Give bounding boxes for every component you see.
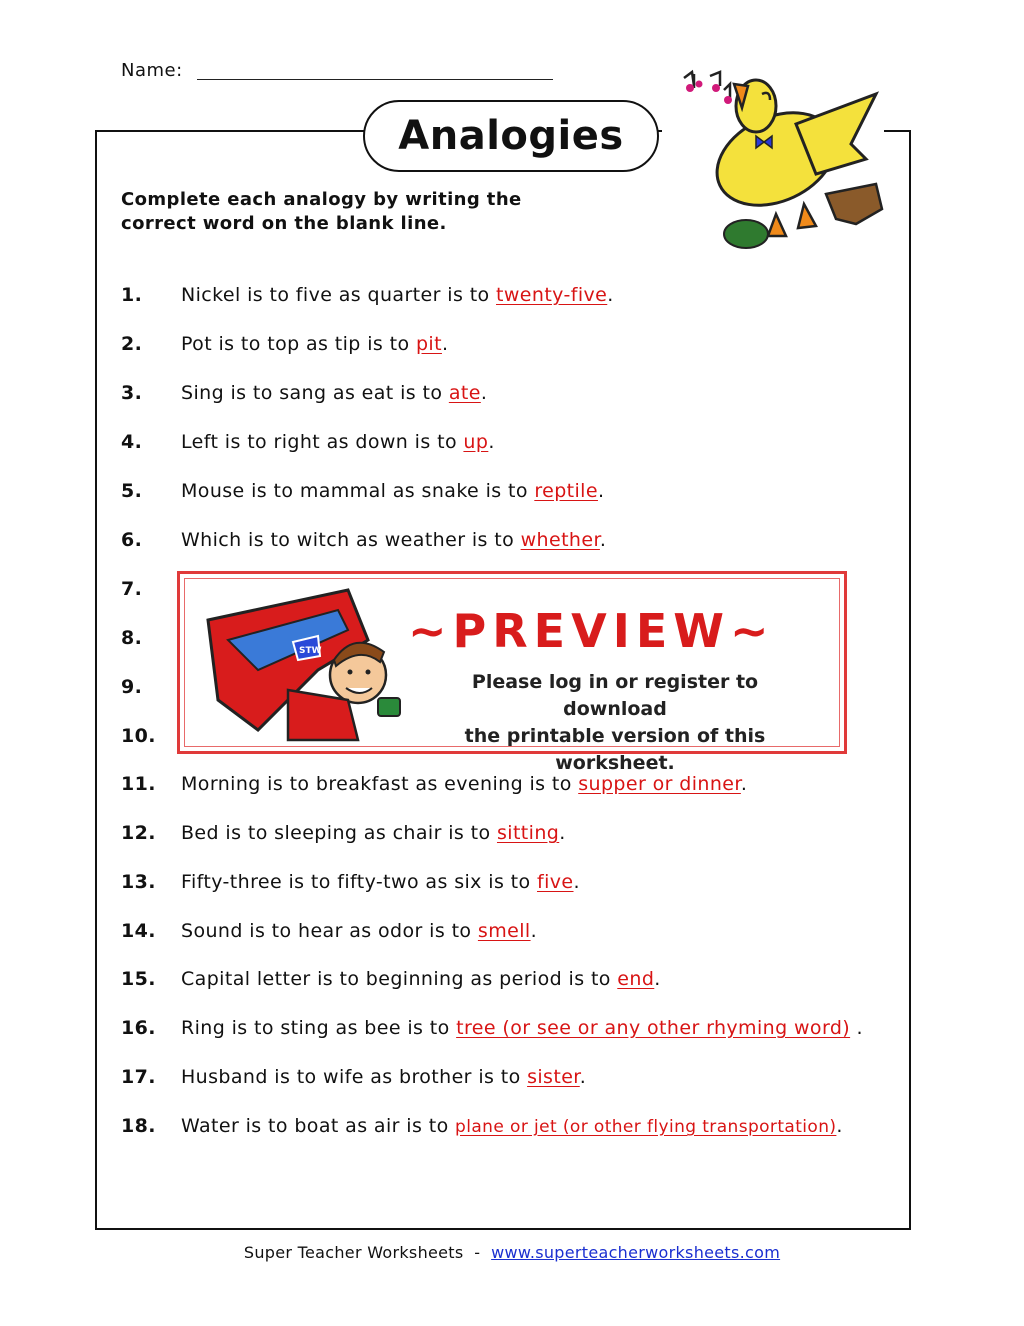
answer[interactable]: supper or dinner xyxy=(578,773,741,795)
answer[interactable]: reptile xyxy=(534,480,598,502)
answer[interactable]: pit xyxy=(415,333,442,355)
preview-banner[interactable] xyxy=(177,571,847,774)
answer[interactable]: five xyxy=(537,871,574,893)
answer[interactable]: up xyxy=(463,431,489,453)
answer[interactable]: whether xyxy=(520,529,600,551)
answer[interactable]: sister xyxy=(527,1066,580,1088)
name-field[interactable] xyxy=(121,60,553,81)
singing-bird-icon xyxy=(676,64,888,254)
instructions: Complete each analogy by writing the correct word on the blank line. xyxy=(121,189,522,234)
preview-message: Please log in or register to download the printable version of this worksheet. xyxy=(464,671,766,774)
svg-text:STW: STW xyxy=(299,646,322,656)
name-blank-line[interactable] xyxy=(197,60,553,80)
answer[interactable]: smell xyxy=(477,920,531,942)
answer[interactable]: ate xyxy=(448,382,481,404)
answer[interactable]: tree (or see or any other rhyming word) xyxy=(456,1017,851,1039)
name-label: Name: xyxy=(121,60,183,81)
answer[interactable]: plane or jet (or other flying transportation) xyxy=(455,1117,837,1137)
page-title: Analogies xyxy=(363,100,659,172)
preview-title: ~PREVIEW~ xyxy=(408,604,775,658)
answer[interactable]: sitting xyxy=(496,822,560,844)
footer: Super Teacher Worksheets - www.superteacherworksheets.com xyxy=(243,1243,781,1262)
answer[interactable]: end xyxy=(617,968,655,990)
answer[interactable]: twenty-five xyxy=(496,284,608,306)
footer-link[interactable]: www.superteacherworksheets.com xyxy=(491,1243,781,1262)
superhero-mascot-icon xyxy=(198,580,418,750)
